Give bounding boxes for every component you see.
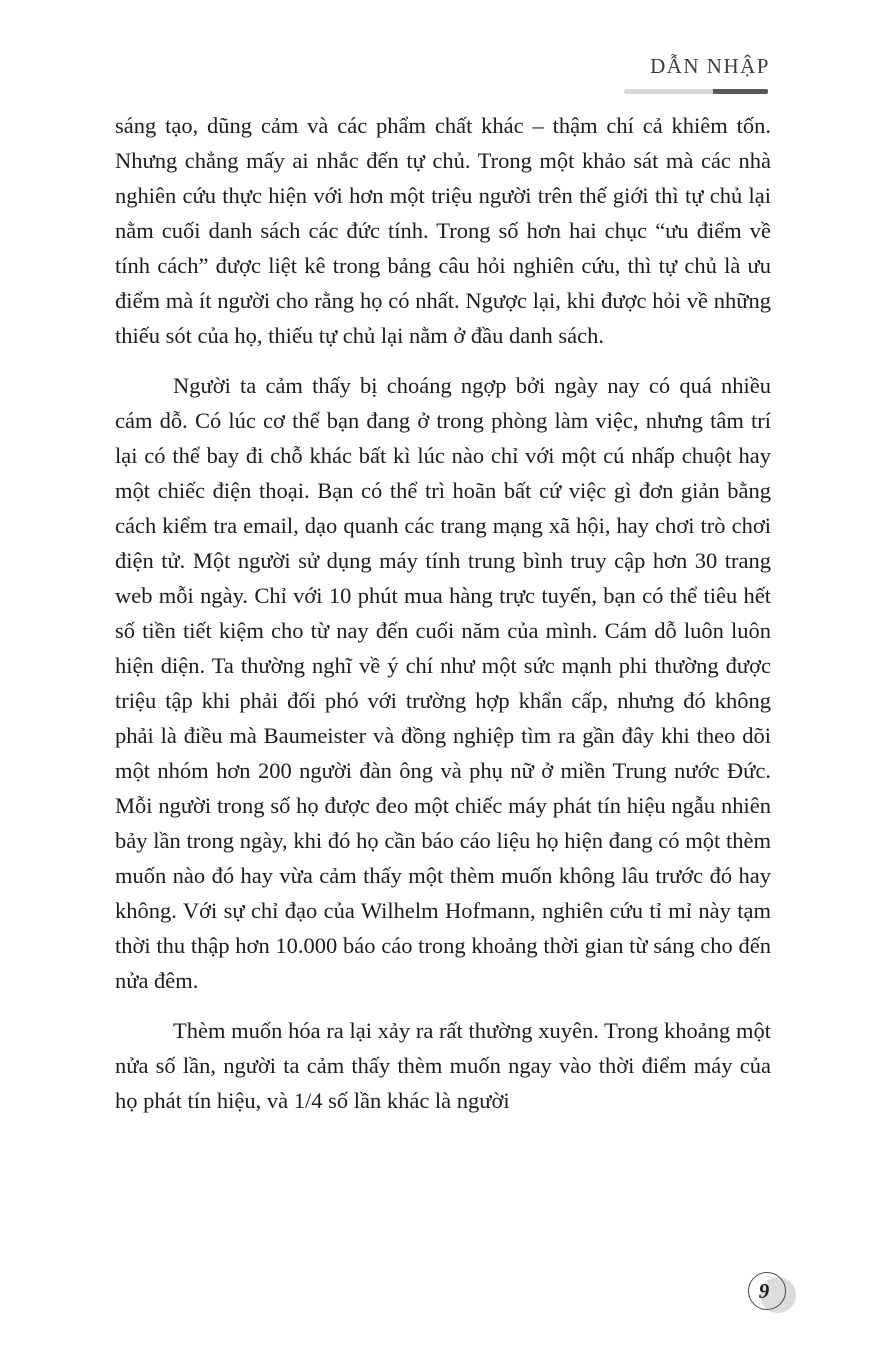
body-text xyxy=(115,108,771,1133)
paragraph-3: Thèm muốn hóa ra lại xảy ra rất thường xuyên. Trong khoảng một nửa số lần, người ta cảm thấy thèm muốn ngay vào thời điểm máy của họ phát tín hiệu, và 1/4 số lần khác là người xyxy=(115,1018,771,1113)
page-number: 9 xyxy=(758,1278,770,1303)
header-rule-light-segment xyxy=(624,89,713,94)
page-number-circle xyxy=(748,1272,786,1310)
header-rule xyxy=(624,89,768,94)
paragraph-2: Người ta cảm thấy bị choáng ngợp bởi ngày nay có quá nhiều cám dỗ. Có lúc cơ thể bạn đang ở trong phòng làm việc, nhưng tâm trí lại có thể bay đi chỗ khác bất kì lúc nào chỉ với một cú nhấp chuột hay một chiếc điện thoại. Bạn có thể trì hoãn bất cứ việc gì đơn giản bằng cách kiểm tra email, dạo quanh các trang mạng xã hội, hay chơi trò chơi điện tử. Một người sử dụng máy tính trung bình truy cập hơn 30 trang web mỗi ngày. Chỉ với 10 phút mua hàng trực tuyến, bạn có thể tiêu hết số tiền tiết kiệm cho từ nay đến cuối năm của mình. Cám dỗ luôn luôn hiện diện. Ta thường nghĩ về ý chí như một sức mạnh phi thường được triệu tập khi phải đối phó với trường hợp khẩn cấp, nhưng đó không phải là điều mà Baumeister và đồng nghiệp tìm ra gần đây khi theo dõi một nhóm hơn 200 người đàn ông và phụ nữ ở miền Trung nước Đức. Mỗi người trong số họ được đeo một chiếc máy phát tín hiệu ngẫu nhiên bảy lần trong ngày, khi đó họ cần báo cáo liệu họ hiện đang có một thèm muốn nào đó hay vừa cảm thấy một thèm muốn không lâu trước đó hay không. Với sự chỉ đạo của Wilhelm Hofmann, nghiên cứu tỉ mỉ này tạm thời thu thập hơn 10.000 báo cáo trong khoảng thời gian từ sáng cho đến nửa đêm. xyxy=(115,373,771,993)
header-rule-dark-segment xyxy=(713,89,768,94)
page-number-badge xyxy=(748,1272,800,1318)
running-header xyxy=(115,54,770,79)
paragraph-1: sáng tạo, dũng cảm và các phẩm chất khác – thậm chí cả khiêm tốn. Nhưng chẳng mấy ai nhắc đến tự chủ. Trong một khảo sát mà các nhà nghiên cứu thực hiện với hơn một triệu người trên thế giới thì tự chủ lại nằm cuối danh sách các đức tính. Trong số hơn hai chục “ưu điểm về tính cách” được liệt kê trong bảng câu hỏi nghiên cứu, thì tự chủ là ưu điểm mà ít người cho rằng họ có nhất. Ngược lại, khi được hỏi về những thiếu sót của họ, thiếu tự chủ lại nằm ở đầu danh sách. xyxy=(115,113,771,348)
chapter-header-title: DẪN NHẬP xyxy=(650,54,770,78)
